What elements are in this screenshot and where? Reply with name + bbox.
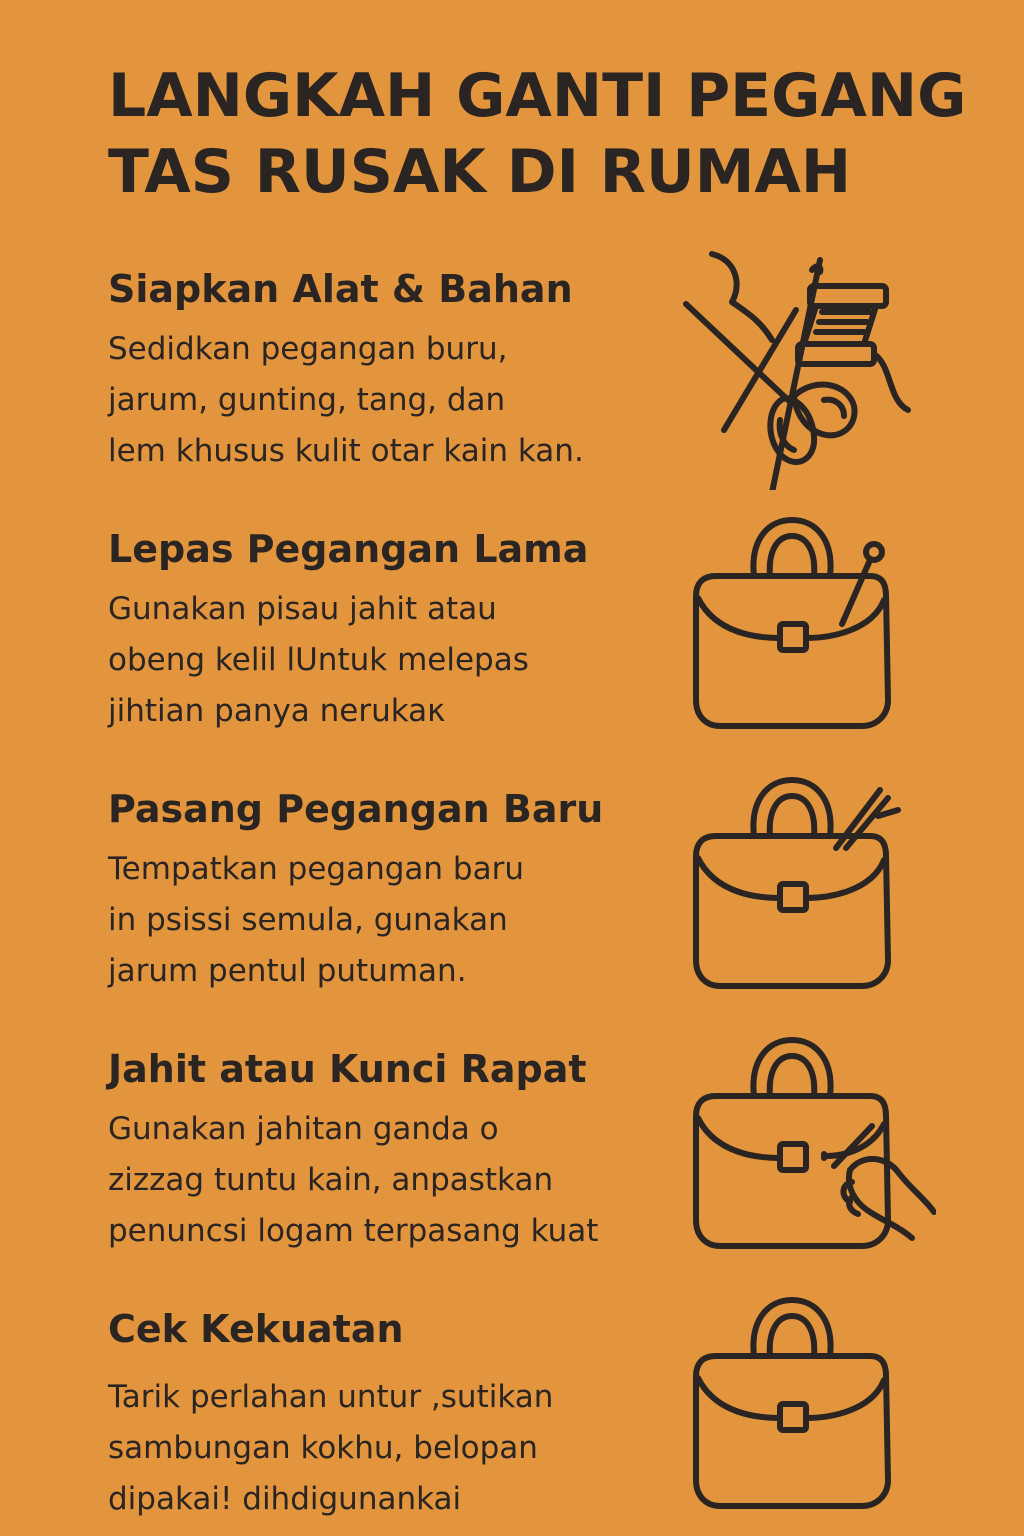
step-description-line: Sedidkan pegangan buru,: [108, 331, 508, 367]
step-heading: Pasang Pegangan Baru: [108, 787, 604, 831]
step-heading: Cek Kekuatan: [108, 1307, 404, 1351]
step-description-line: Gunakan pisau jahit atau: [108, 591, 497, 627]
step-heading: Jahit atau Kunci Rapat: [108, 1047, 587, 1091]
step-description-line: penuncsi logam terpasang kuat: [108, 1213, 599, 1249]
step-description-line: Tempatkan pegangan baru: [108, 851, 524, 887]
step-description-line: zizzag tuntu kain, anpastkan: [108, 1162, 554, 1198]
bag-with-pin-icon: [676, 510, 936, 750]
step-description-line: obeng kelil lUntuk melepas: [108, 642, 529, 678]
bag-with-hand-sewing-icon: [676, 1030, 936, 1270]
step-heading: Siapkan Alat & Bahan: [108, 267, 573, 311]
step-description-line: sambungan kokhu, belopan: [108, 1430, 538, 1466]
step-description-line: jihtian panya nerukaκ: [108, 693, 446, 729]
step-description: [108, 324, 688, 477]
step-description: [108, 1372, 688, 1525]
step-description: [108, 844, 688, 997]
step-description-line: lem khusus kulit otar kain kan.: [108, 433, 584, 469]
page-title-line-2: TAS RUSAK DI RUMAH: [108, 137, 852, 207]
bag-with-needle-icon: [676, 770, 936, 1010]
step-description: [108, 584, 688, 737]
step-description-line: Tarik perlahan untur ,sutikan: [108, 1379, 554, 1415]
scissors-needle-thread-icon: [676, 250, 936, 490]
step-description-line: Gunakan jahitan ganda o: [108, 1111, 499, 1147]
step-description-line: dipakai! dihdigunankai: [108, 1481, 462, 1517]
step-heading: Lepas Pegangan Lama: [108, 527, 589, 571]
page-title-line-1: LANGKAH GANTI PEGANG: [108, 61, 967, 131]
bag-icon: [676, 1290, 936, 1530]
step-description-line: in psissi semula, gunakan: [108, 902, 508, 938]
step-description: [108, 1104, 688, 1257]
page-title: [108, 58, 998, 210]
step-description-line: jarum pentul putuman.: [108, 953, 467, 989]
step-description-line: jarum, gunting, tang, dan: [108, 382, 506, 418]
